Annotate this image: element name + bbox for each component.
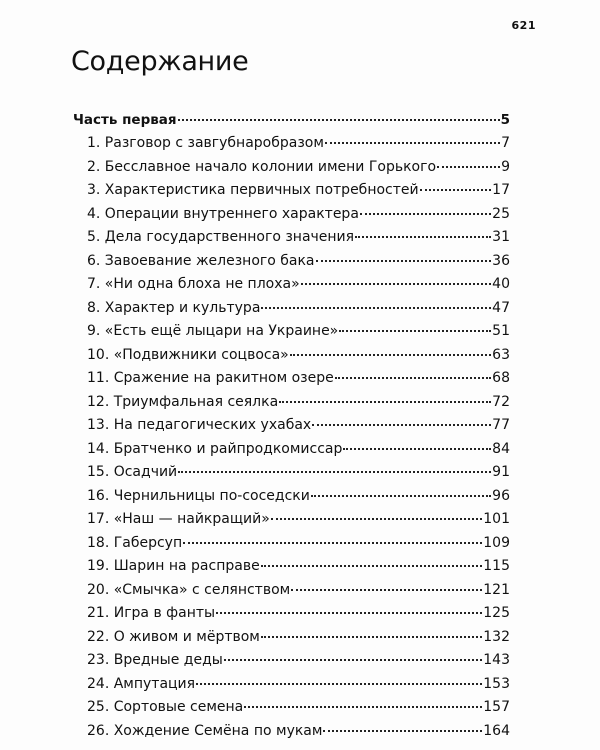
toc-entry-page: 47 xyxy=(492,299,510,316)
toc-chapter-entry[interactable] xyxy=(73,676,510,700)
toc-entry-page: 40 xyxy=(492,276,510,292)
dot-leader xyxy=(355,236,491,238)
toc-entry-label: 15. Осадчий xyxy=(87,464,178,480)
toc-entry-page: 157 xyxy=(483,699,510,715)
toc-chapter-entry[interactable] xyxy=(73,582,510,606)
toc-chapter-entry[interactable] xyxy=(73,511,510,535)
toc-chapter-entry[interactable] xyxy=(73,535,510,559)
toc-entry-page: 109 xyxy=(483,534,510,551)
toc-entry-label: 13. На педагогических ухабах xyxy=(87,417,312,433)
toc-entry-page: 132 xyxy=(483,628,510,645)
toc-entry-page: 51 xyxy=(492,323,510,339)
toc-entry-label: 9. «Есть ещё лыцари на Украине» xyxy=(87,323,339,339)
toc-entry-label: 21. Игра в фанты xyxy=(87,605,216,621)
table-of-contents xyxy=(73,112,510,746)
toc-entry-page: 17 xyxy=(492,182,510,198)
dot-leader xyxy=(244,706,482,708)
dot-leader xyxy=(301,283,492,285)
toc-chapter-entry[interactable] xyxy=(73,629,510,653)
toc-chapter-entry[interactable] xyxy=(73,253,510,277)
toc-entry-page: 153 xyxy=(483,675,510,692)
toc-entry-page: 25 xyxy=(492,205,510,222)
toc-entry-page: 9 xyxy=(501,158,510,175)
toc-chapter-entry[interactable] xyxy=(73,394,510,418)
toc-chapter-entry[interactable] xyxy=(73,347,510,371)
toc-entry-label: 25. Сортовые семена xyxy=(87,699,244,715)
dot-leader xyxy=(178,119,500,121)
toc-entry-page: 72 xyxy=(492,393,510,410)
toc-entry-label: 19. Шарин на расправе xyxy=(87,558,260,574)
toc-entry-page: 84 xyxy=(492,440,510,457)
toc-chapter-entry[interactable] xyxy=(73,441,510,465)
dot-leader xyxy=(216,612,482,614)
dot-leader xyxy=(261,565,483,567)
toc-entry-page: 125 xyxy=(483,605,510,621)
dot-leader xyxy=(312,424,491,426)
toc-entry-page: 63 xyxy=(492,346,510,363)
toc-part-entry[interactable] xyxy=(73,112,510,135)
toc-entry-label: 3. Характеристика первичных потребностей xyxy=(87,182,419,198)
toc-entry-page: 31 xyxy=(492,229,510,245)
toc-entry-page: 68 xyxy=(492,370,510,386)
toc-entry-label: 17. «Наш — найкращий» xyxy=(87,511,270,527)
dot-leader xyxy=(343,448,491,450)
dot-leader xyxy=(261,307,491,309)
toc-entry-page: 143 xyxy=(483,652,510,668)
toc-entry-label: 16. Чернильницы по-соседски xyxy=(87,487,310,504)
toc-entry-label: 6. Завоевание железного бака xyxy=(87,252,315,269)
toc-chapter-entry[interactable] xyxy=(73,276,510,300)
toc-chapter-entry[interactable] xyxy=(73,558,510,582)
dot-leader xyxy=(279,401,491,403)
toc-entry-label: 10. «Подвижники соцвоса» xyxy=(87,346,289,363)
toc-chapter-entry[interactable] xyxy=(73,300,510,324)
toc-entry-label: 2. Бесславное начало колонии имени Горького xyxy=(87,158,437,175)
toc-chapter-entry[interactable] xyxy=(73,135,510,159)
toc-entry-label: Часть первая xyxy=(73,112,177,128)
toc-entry-page: 96 xyxy=(492,487,510,504)
toc-chapter-entry[interactable] xyxy=(73,417,510,441)
toc-entry-label: 1. Разговор с завгубнаробразом xyxy=(87,135,324,151)
toc-entry-page: 121 xyxy=(483,581,510,598)
toc-entry-page: 164 xyxy=(483,722,510,739)
toc-entry-label: 11. Сражение на ракитном озере xyxy=(87,370,334,386)
toc-entry-page: 7 xyxy=(501,135,510,151)
dot-leader xyxy=(311,495,491,497)
toc-entry-label: 12. Триумфальная сеялка xyxy=(87,393,279,410)
toc-entry-label: 7. «Ни одна блоха не плоха» xyxy=(87,276,300,292)
toc-entry-page: 115 xyxy=(483,558,510,574)
page-title: Содержание xyxy=(71,46,249,77)
dot-leader xyxy=(290,354,491,356)
toc-chapter-entry[interactable] xyxy=(73,652,510,676)
toc-chapter-entry[interactable] xyxy=(73,206,510,230)
dot-leader xyxy=(271,518,482,520)
toc-entry-label: 14. Братченко и райпродкомиссар xyxy=(87,440,343,457)
toc-entry-page: 101 xyxy=(483,511,510,527)
toc-chapter-entry[interactable] xyxy=(73,723,510,747)
toc-chapter-entry[interactable] xyxy=(73,182,510,206)
toc-chapter-entry[interactable] xyxy=(73,488,510,512)
toc-entry-label: 23. Вредные деды xyxy=(87,652,223,668)
toc-entry-label: 5. Дела государственного значения xyxy=(87,229,355,245)
dot-leader xyxy=(178,471,491,473)
dot-leader xyxy=(291,589,482,591)
dot-leader xyxy=(323,730,482,732)
toc-chapter-entry[interactable] xyxy=(73,699,510,723)
dot-leader xyxy=(196,683,482,685)
toc-chapter-entry[interactable] xyxy=(73,159,510,183)
dot-leader xyxy=(335,377,491,379)
toc-entry-page: 5 xyxy=(500,112,510,128)
toc-chapter-entry[interactable] xyxy=(73,370,510,394)
dot-leader xyxy=(339,330,491,332)
toc-entry-label: 24. Ампутация xyxy=(87,675,196,692)
toc-chapter-entry[interactable] xyxy=(73,323,510,347)
dot-leader xyxy=(437,166,500,168)
dot-leader xyxy=(420,189,492,191)
toc-entry-label: 20. «Смычка» с селянством xyxy=(87,581,291,598)
toc-entry-label: 26. Хождение Семёна по мукам xyxy=(87,722,323,739)
dot-leader xyxy=(325,142,500,144)
toc-entry-label: 22. О живом и мёртвом xyxy=(87,628,260,645)
toc-entry-page: 91 xyxy=(492,464,510,480)
dot-leader xyxy=(316,260,492,262)
page-number: 621 xyxy=(511,19,536,32)
toc-entry-page: 77 xyxy=(492,417,510,433)
toc-chapter-entry[interactable] xyxy=(73,229,510,253)
toc-entry-label: 8. Характер и культура xyxy=(87,299,261,316)
dot-leader xyxy=(224,659,482,661)
toc-chapter-entry[interactable] xyxy=(73,464,510,488)
toc-entry-label: 18. Габерсуп xyxy=(87,534,183,551)
toc-entry-page: 36 xyxy=(492,252,510,269)
toc-entry-label: 4. Операции внутреннего характера xyxy=(87,205,359,222)
dot-leader xyxy=(261,636,482,638)
toc-chapter-entry[interactable] xyxy=(73,605,510,629)
dot-leader xyxy=(360,213,491,215)
dot-leader xyxy=(183,542,482,544)
